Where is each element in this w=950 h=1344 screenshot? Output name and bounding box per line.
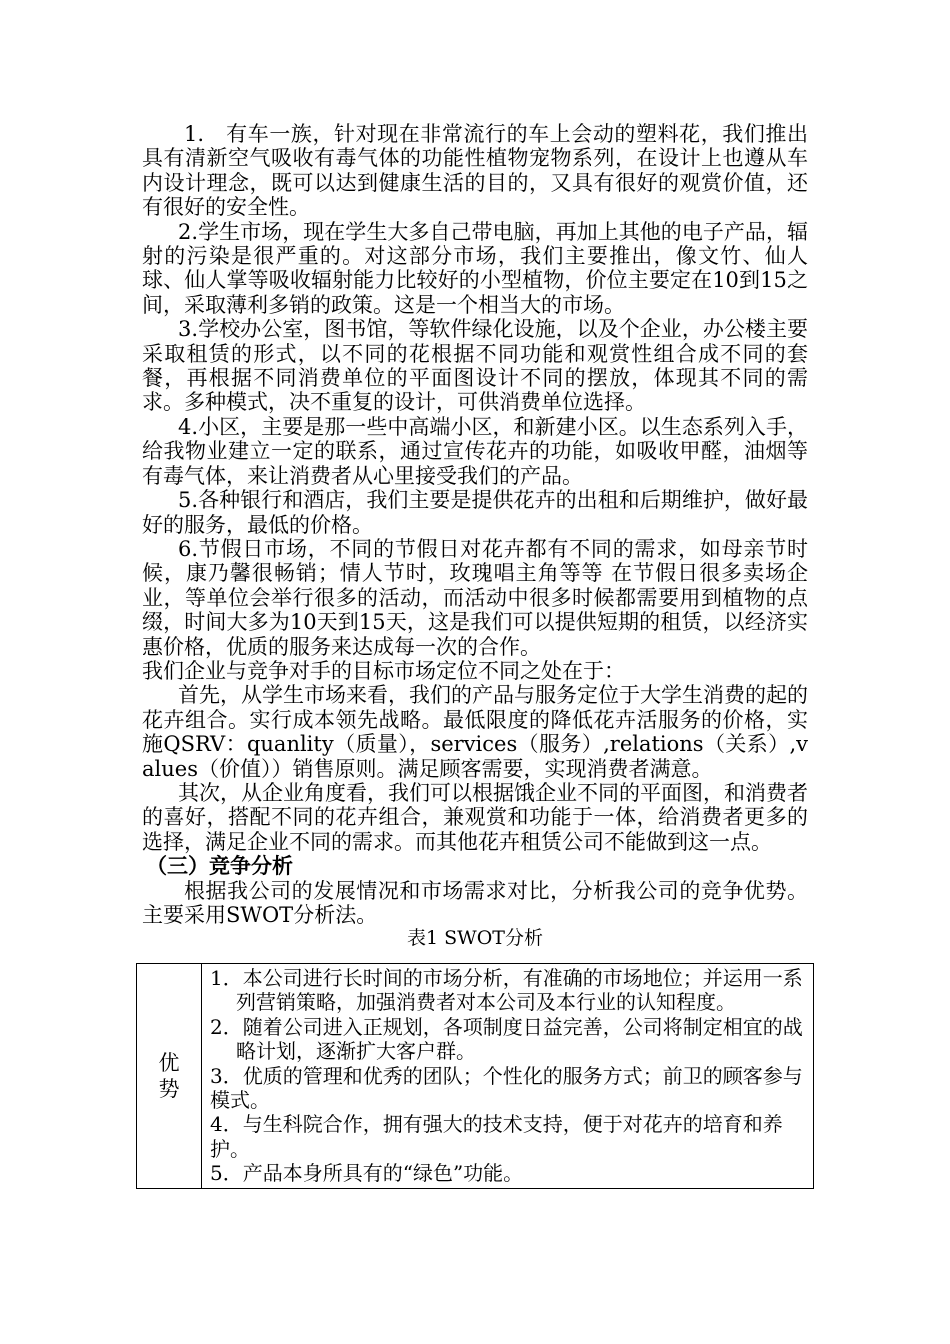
swot-label-line: 势 (158, 1076, 180, 1101)
list-item: 1．本公司进行长时间的市场分析，有准确的市场地位；并运用一系列营销策略，加强消费者对本公司及本行业的认知程度。 (210, 966, 803, 1015)
swot-table (136, 963, 814, 1189)
paragraph-holiday-market: 6.节假日市场，不同的节假日对花卉都有不同的需求，如母亲节时候，康乃馨很畅销；情人节时，玫瑰唱主角等等 在节假日很多卖场企业，等单位会举行很多的活动，而活动中很多时候都需要用到植物的点缀，时间大多为10天到15天，这是我们可以提供短期的租赁，以经济实惠价格，优质的服务来达成每一次的合作。 (142, 536, 808, 659)
swot-strengths-content (202, 964, 814, 1189)
document-body (142, 122, 808, 949)
paragraph-first-point: 首先，从学生市场来看，我们的产品与服务定位于大学生消费的起的花卉组合。实行成本领先战略。最低限度的降低花卉活服务的价格，实施QSRV：quanlity（质量），services（服务）,relations（关系）,values（价值））销售原则。满足顾客需要，实现消费者满意。 (142, 683, 808, 781)
list-item: 5．产品本身所具有的“绿色”功能。 (210, 1161, 524, 1186)
paragraph-positioning-intro: 我们企业与竞争对手的目标市场定位不同之处在于： (142, 658, 625, 683)
list-item: 3．优质的管理和优秀的团队；个性化的服务方式；前卫的顾客参与模式。 (210, 1063, 803, 1113)
list-item: 4．与生科院合作，拥有强大的技术支持，便于对花卉的培育和养护。 (210, 1112, 783, 1161)
paragraph-section-intro: 根据我公司的发展情况和市场需求对比，分析我公司的竞争优势。主要采用SWOT分析法。 (142, 878, 808, 927)
table-row (137, 964, 814, 1189)
section-heading: （三）竞争分析 (146, 854, 293, 879)
list-item: 2．随着公司进入正规划，各项制度日益完善，公司将制定相宜的战略计划，逐渐扩大客户群。 (210, 1014, 803, 1064)
swot-label-strengths (137, 964, 202, 1189)
paragraph-student-market: 2.学生市场，现在学生大多自己带电脑，再加上其他的电子产品，辐射的污染是很严重的。对这部分市场，我们主要推出，像文竹、仙人球、仙人掌等吸收辐射能力比较好的小型植物，价位主要定在10到15之间，采取薄利多销的政策。这是一个相当大的市场。 (142, 219, 808, 317)
paragraph-banks-hotels: 5.各种银行和酒店，我们主要是提供花卉的出租和后期维护，做好最好的服务，最低的价格。 (142, 488, 808, 537)
paragraph-car-owners: 1. 有车一族，针对现在非常流行的车上会动的塑料花，我们推出具有清新空气吸收有毒气体的功能性植物宠物系列，在设计上也遵从车内设计理念，既可以达到健康生活的目的，又具有很好的观赏价值，还有很好的安全性。 (142, 122, 808, 220)
paragraph-school-office: 3.学校办公室，图书馆，等软件绿化设施，以及个企业，办公楼主要采取租赁的形式，以不同的花根据不同功能和观赏性组合成不同的套餐，再根据不同消费单位的平面图设计不同的摆放，体现其不同的需求。多种模式，决不重复的设计，可供消费单位选择。 (142, 317, 808, 415)
paragraph-second-point: 其次，从企业角度看，我们可以根据饿企业不同的平面图，和消费者的喜好，搭配不同的花卉组合，兼观赏和功能于一体，给消费者更多的选择，满足企业不同的需求。而其他花卉租赁公司不能做到这一点。 (142, 780, 808, 854)
swot-label-line: 优 (158, 1050, 180, 1075)
paragraph-residential: 4.小区，主要是那一些中高端小区，和新建小区。以生态系列入手，给我物业建立一定的联系，通过宣传花卉的功能，如吸收甲醛，油烟等有毒气体，来让消费者从心里接受我们的产品。 (142, 414, 808, 488)
table-caption: 表1 SWOT分析 (407, 927, 543, 950)
